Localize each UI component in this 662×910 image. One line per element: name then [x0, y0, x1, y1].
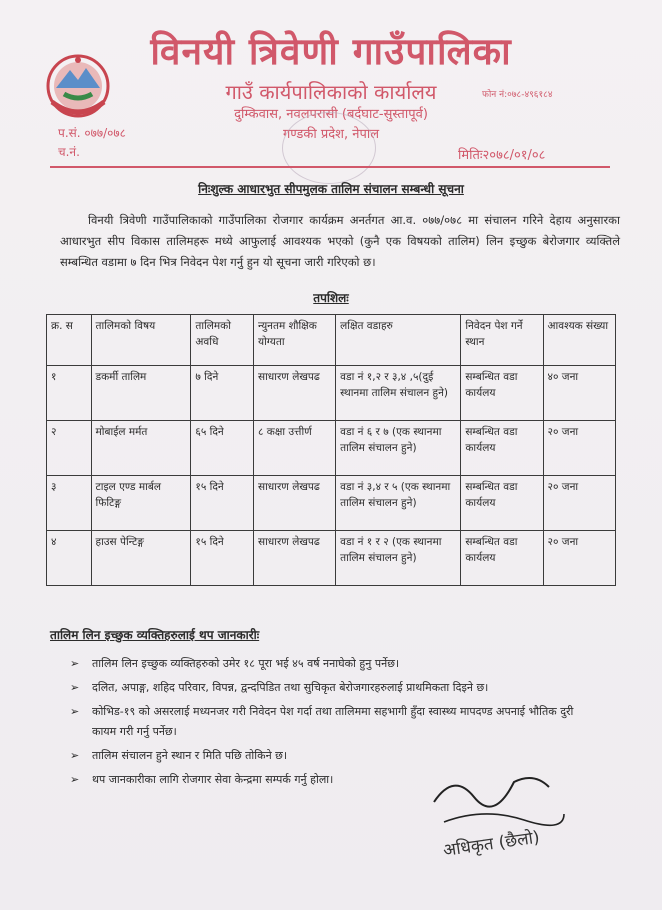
cell: डकर्मी तालिम: [91, 366, 191, 421]
municipality-title: विनयी त्रिवेणी गाउँपालिका: [150, 29, 512, 73]
list-item-text: कोभिड-१९ को असरलाई मध्यनजर गरी निवेदन पेश गर्दा तथा तालिममा सहभागी हुँदा स्वास्थ्य मापदण्ड अपनाई भौतिक दुरी कायम गरी गर्नु पर्नेछ।: [92, 705, 574, 738]
table-header-row: [47, 315, 616, 366]
cell: ७ दिने: [191, 366, 254, 421]
cell: सम्बन्धित वडा कार्यलय: [461, 476, 543, 531]
list-item: [70, 702, 580, 742]
cell: १: [47, 366, 92, 421]
cell: मोबाईल मर्मत: [91, 421, 191, 476]
header-cell: लक्षित वडाहरु: [336, 315, 461, 366]
cell: ६५ दिने: [191, 421, 254, 476]
list-item-text: थप जानकारीका लागि रोजगार सेवा केन्द्रमा सम्पर्क गर्नु होला।: [92, 773, 334, 786]
cell: सम्बन्धित वडा कार्यलय: [461, 421, 543, 476]
cell: हाउस पेन्टिङ्ग: [91, 531, 191, 586]
letter-number: प.सं. ०७७/०७८: [58, 126, 126, 140]
table-row: [47, 476, 616, 531]
cell: २: [47, 421, 92, 476]
additional-info-title: तालिम लिन इच्छुक व्यक्तिहरुलाई थप जानकारीः: [50, 628, 260, 642]
cell: २० जना: [543, 531, 615, 586]
signature-designation: अधिकृत (छैलो): [441, 827, 541, 861]
cell: साधारण लेखपढ: [253, 531, 335, 586]
cell: ८ कक्षा उत्तीर्ण: [253, 421, 335, 476]
letter-date: मितिः२०७८/०१/०८: [458, 148, 546, 163]
arrow-bullet-icon: ➢: [70, 705, 80, 718]
phone-number: फोन नं:०७८-४९६१८४: [482, 90, 553, 100]
table-row: [47, 366, 616, 421]
header-cell: क्र. स: [47, 315, 92, 366]
cell: ४० जना: [543, 366, 615, 421]
cell: साधारण लेखपढ: [253, 366, 335, 421]
details-label: तपशिलः: [313, 291, 349, 305]
cell: वडा नं १ र २ (एक स्थानमा तालिम संचालन हुने): [336, 531, 461, 586]
cell: साधारण लेखपढ: [253, 476, 335, 531]
address-line-2: गण्डकी प्रदेश, नेपाल: [282, 127, 380, 142]
cell: १५ दिने: [191, 476, 254, 531]
cell: सम्बन्धित वडा कार्यलय: [461, 366, 543, 421]
cell: वडा नं १,२ र ३,४ ,५(दुई स्थानमा तालिम संचालन हुने): [336, 366, 461, 421]
list-item-text: दलित, अपाङ्ग, शहिद परिवार, विपन्न, द्वन्दपिडित तथा सुचिकृत बेरोजगारहरुलाई प्राथमिकता दिइने छ।: [92, 681, 489, 694]
cell: ३: [47, 476, 92, 531]
header-cell: आवश्यक संख्या: [543, 315, 615, 366]
cell: २० जना: [543, 421, 615, 476]
list-item-text: तालिम संचालन हुने स्थान र मिति पछि तोकिने छ।: [92, 749, 288, 762]
office-stamp: [282, 112, 376, 184]
dispatch-number: च.नं.: [58, 145, 80, 159]
cell: २० जना: [543, 476, 615, 531]
header-divider: [50, 166, 610, 168]
arrow-bullet-icon: ➢: [70, 657, 80, 670]
arrow-bullet-icon: ➢: [70, 681, 80, 694]
handwritten-signature: [424, 752, 574, 872]
address-line-1: दुम्किवास, नवलपरासी (बर्दघाट-सुस्तापूर्व): [234, 107, 428, 122]
table-row: [47, 531, 616, 586]
cell: सम्बन्धित वडा कार्यलय: [461, 531, 543, 586]
cell: वडा नं ३,४ र ५ (एक स्थानमा तालिम संचालन हुने): [336, 476, 461, 531]
notice-heading: निःशुल्क आधारभुत सीपमुलक तालिम संचालन सम्बन्धी सूचना: [198, 182, 464, 196]
arrow-bullet-icon: ➢: [70, 749, 80, 762]
list-item: [70, 678, 580, 698]
office-subtitle: गाउँ कार्यपालिकाको कार्यालय: [225, 80, 437, 104]
list-item-text: तालिम लिन इच्छुक व्यक्तिहरुको उमेर १८ पूरा भई ४५ वर्ष ननाघेको हुनु पर्नेछ।: [92, 657, 400, 670]
training-table: [46, 314, 616, 586]
arrow-bullet-icon: ➢: [70, 773, 80, 786]
header-cell: तालिमको अवधि: [191, 315, 254, 366]
notice-body: विनयी त्रिवेणी गाउँपालिकाको गाउँपालिका रोजगार कार्यक्रम अनर्तगत आ.व. ०७७/०७८ मा संचालन गरिने देहाय अनुसारका आधारभुत सीप विकास तालिमहरू मध्ये आफुलाई आवश्यक भएको (कुनै एक विषयको तालिम) लिन इच्छुक बेरोजगार व्यक्तिले सम्बन्धित वडामा ७ दिन भित्र निवेदन पेश गर्नु हुन यो सूचना जारी गरिएको छ।: [60, 213, 620, 269]
header-cell: तालिमको विषय: [91, 315, 191, 366]
cell: ४: [47, 531, 92, 586]
header-cell: निवेदन पेश गर्ने स्थान: [461, 315, 543, 366]
header-cell: न्युनतम शौक्षिक योग्यता: [253, 315, 335, 366]
cell: १५ दिने: [191, 531, 254, 586]
list-item: [70, 654, 580, 674]
table-row: [47, 421, 616, 476]
cell: वडा नं ६ र ७ (एक स्थानमा तालिम संचालन हुने): [336, 421, 461, 476]
cell: टाइल एण्ड मार्बल फिटिङ्ग: [91, 476, 191, 531]
